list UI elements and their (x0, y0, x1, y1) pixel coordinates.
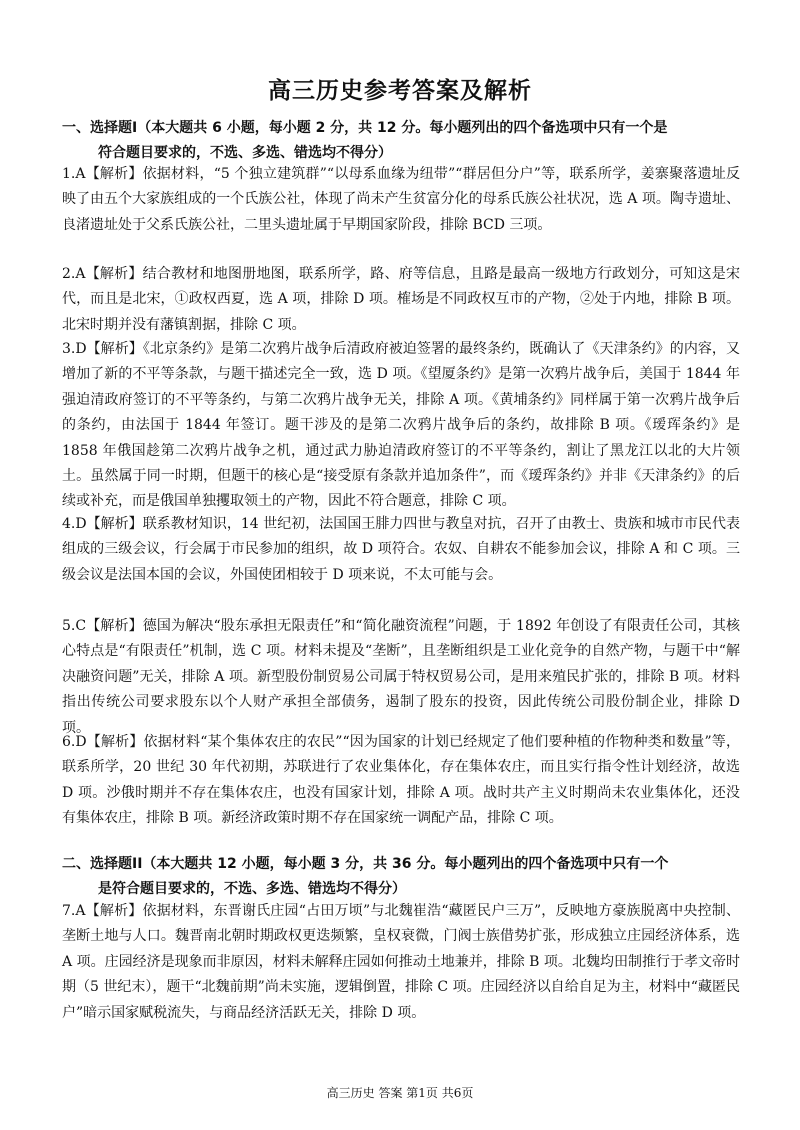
section-heading-line: 符合题目要求的，不选、多选、错选均不得分） (98, 145, 392, 161)
answer-5: 5.C【解析】德国为解决“股东承担无限责任”和“简化融资流程”问题，于 1892 年创设了有限责任公司，其核心特点是“有限责任”机制，选 C 项。材料未提及“垄断”，且垄断组织是工业化竞争的自然产物，与题干中“解决融资问题”无关，排除 A 项。新型股份制贸易公司属于特权贸易公司，是用来殖民扩张的，排除 B 项。材料指出传统公司要求股东以个人财产承担全部债务，遏制了股东的投资，因此传统公司股份制企业，排除 D 项。 (62, 618, 740, 736)
answer-6: 6.D【解析】依据材料“某个集体农庄的农民”“因为国家的计划已经规定了他们要种植的作物种类和数量”等，联系所学，20 世纪 30 年代初期，苏联进行了农业集体化，存在集体农庄，而且实行指令性计划经济，故选 D 项。沙俄时期并不存在集体农庄，也没有国家计划，排除 A 项。战时共产主义时期尚未农业集体化，还没有集体农庄，排除 B 项。新经济政策时期不存在国家统一调配产品，排除 C 项。 (62, 734, 740, 827)
answer-4: 4.D【解析】联系教材知识，14 世纪初，法国国王腓力四世与教皇对抗，召开了由教士、贵族和城市市民代表组成的三级会议，行会属于市民参加的组织，故 D 项符合。农奴、自耕农不能参加会议，排除 A 和 C 项。三级会议是法国本国的会议，外国使团相较于 D 项来说，不太可能与会。 (62, 516, 740, 583)
answer-7: 7.A【解析】依据材料，东晋谢氏庄园“占田万顷”与北魏崔浩“藏匿民户三万”，反映地方豪族脱离中央控制、垄断土地与人口。魏晋南北朝时期政权更迭频繁，皇权衰微，门阀士族借势扩张，形成独立庄园经济体系，选 A 项。庄园经济是现象而非原因，材料未解释庄园如何推动土地兼并，排除 B 项。北魏均田制推行于孝文帝时期（5 世纪末），题干“北魏前期”尚未实施，逻辑倒置，排除 C 项。庄园经济以自给自足为主，材料中“藏匿民户”暗示国家赋税流失，与商品经济活跃无关，排除 D 项。 (62, 903, 740, 1021)
section-heading-choice-2 (62, 852, 742, 902)
page-footer: 高三历史 答案 第1页 共6页 (326, 1086, 474, 1100)
page-title: 高三历史参考答案及解析 (268, 78, 532, 104)
section-heading-line: 是符合题目要求的，不选、多选、错选均不得分） (98, 881, 406, 897)
answer-2: 2.A【解析】结合教材和地图册地图，联系所学，路、府等信息，且路是最高一级地方行政划分，可知这是宋代，而且是北宋，①政权西夏，选 A 项，排除 D 项。榷场是不同政权互市的产物，②处于内地，排除 B 项。北宋时期并没有藩镇割据，排除 C 项。 (62, 266, 740, 333)
section-heading-line: 二、选择题II（本大题共 12 小题，每小题 3 分，共 36 分。每小题列出的四个备选项中只有一个 (62, 856, 669, 872)
section-heading-choice-1 (62, 116, 742, 166)
answer-1: 1.A【解析】依据材料，“5 个独立建筑群”“以母系血缘为纽带”“群居但分户”等，联系所学，姜寨聚落遗址反映了由五个大家族组成的一个氏族公社，体现了尚未产生贫富分化的母系氏族公社状况，选 A 项。陶寺遗址、良渚遗址处于父系氏族公社，二里头遗址属于早期国家阶段，排除 BCD 三项。 (62, 166, 740, 233)
section-heading-line: 一、选择题I（本大题共 6 小题，每小题 2 分，共 12 分。每小题列出的四个备选项中只有一个是 (62, 120, 668, 136)
answer-3: 3.D【解析】《北京条约》是第二次鸦片战争后清政府被迫签署的最终条约，既确认了《天津条约》的内容，又增加了新的不平等条款，与题干描述完全一致，选 D 项。《望厦条约》是第一次鸦片战争后，美国于 1844 年强迫清政府签订的不平等条约，与第二次鸦片战争无关，排除 A 项。《黄埔条约》同样属于第一次鸦片战争后的条约，由法国于 1844 年签订。题干涉及的是第二次鸦片战争后的条约，故排除 B 项。《瑷珲条约》是 1858 年俄国趁第二次鸦片战争之机，通过武力胁迫清政府签订的不平等条约，割让了黑龙江以北的大片领土。虽然属于同一时期，但题干的核心是“接受原有条款并追加条件”，而《瑷珲条约》并非《天津条约》的后续或补充，而是俄国单独攫取领土的产物，因此不符合题意，排除 C 项。 (62, 341, 740, 510)
